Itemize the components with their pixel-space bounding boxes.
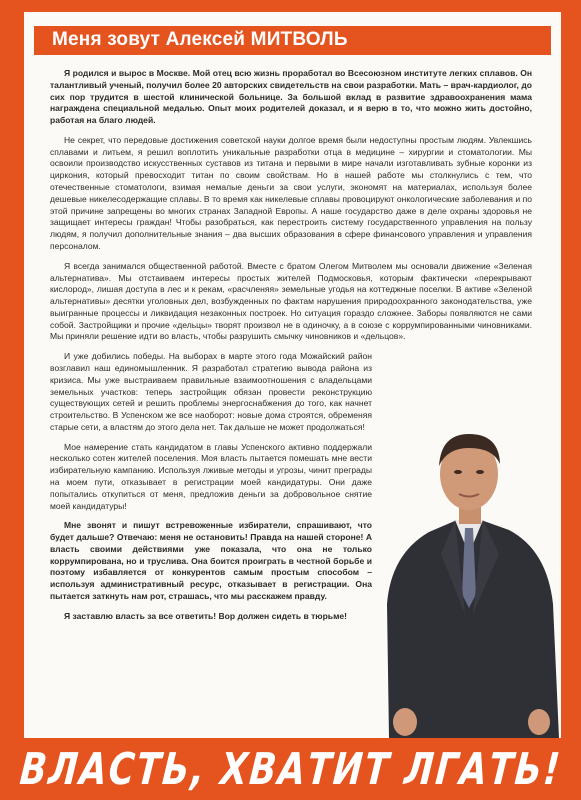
- candidate-photo: [369, 404, 561, 738]
- paragraph-voters: Мне звонят и пишут встревоженные избиратели, спрашивают, что будет дальше? Отвечаю: меня не остановить! Правда на нашей стороне! А власть своими действиями уже показала, что она не только коррумпирована, но и труслива. Она боится проиграть в честной борьбе и поэтому избавляется от конкурентов самым простым способом – используя административный ресурс, отказывает в регистрации. Она пытается заткнуть нам рот, страшась, что мы расскажем правду.: [50, 520, 372, 602]
- paragraph-victory: И уже добились победы. На выборах в марте этого года Можайский район возглавил наш единомышленник. Я разработал стратегию вывода района из кризиса. Мы уже выстраиваем правильные взаимоотношения с владельцами земельных участков: теперь застройщик обязан провести реконструкцию существующих сетей и решить проблемы энергоснабжения до того, как начнет строительство. В Успенском же все наоборот: новые дома строятся, обременяя старые сети, а властям до этого дела нет. Так дальше не может продолжаться!: [50, 351, 372, 432]
- paragraph-closing: Я заставлю власть за все ответить! Вор должен сидеть в тюрьме!: [64, 610, 347, 621]
- headline: Меня зовут Алексей МИТВОЛЬ: [34, 26, 551, 55]
- slogan-banner: [0, 740, 581, 800]
- paragraph-science: Не секрет, что передовые достижения советской науки долгое время были недоступны простым людям. Увлекшись сплавами и литьем, я решил воплотить уникальные разработки отца в медицине – хирургии и стоматологии. Мы освоили производство искусственных суставов из титана и первыми в мире начали изготавливать зубные коронки из циркония, который превосходит титан по своим свойствам. Но в нашей работе мы столкнулись с тем, что отечественные стоматологи, взимая немалые деньги за свои услуги, экономят на материалах, используя более дешевые никелесодержащие сплавы. В то время как никелевые сплавы провоцируют онкологические заболевания и по этой причине запрещены во многих странах Западной Европы. А наше государство даже в деле охраны здоровья не защищает интересы граждан! Чтобы разобраться, как перестроить систему государственного управления на пользу людям, я получил дополнительные знания – два высших образования в сфере финансового управления и управления персоналом.: [50, 134, 532, 251]
- leaflet-sheet: [24, 12, 561, 738]
- paragraph-biography: Я родился и вырос в Москве. Мой отец всю жизнь проработал во Всесоюзном институте легких сплавов. Он талантливый ученый, получил более 20 авторских свидетельств на свои разработки. Мать – врач-кардиолог, до сих пор трудится в шестой клинической больнице. За большой вклад в развитие здравоохранения мама награждена специальной медалью. Опыт моих родителей доказал, и я верю в то, что можно жить достойно, работая на благо людей.: [50, 68, 532, 126]
- paragraph-public-work: Я всегда занимался общественной работой. Вместе с братом Олегом Митволем мы основали движение «Зеленая альтернатива». Мы отстаиваем интересы простых жителей Подмосковья, которым фактически «перекрывают кислород», лишая доступа в лес и к рекам, «расчленяя» земельные угодья на коттеджные поселки. В активе «Зеленой альтернативы» десятки уголовных дел, возбужденных по фактам нарушения природоохранного законодательства, уже выигранные процессы и ликвидация незаконных построек. Но ситуация гораздо сложнее. Заборы появляются не сами собой. Застройщики и прочие «дельцы» творят произвол не в одиночку, а в союзе с коррумпированными чиновниками. Мы приняли решение идти во власть, чтобы разрушить смычку чиновников и «дельцов».: [50, 260, 532, 342]
- slogan-text: ВЛАСТЬ, ХВАТИТ ЛГАТЬ!: [17, 745, 564, 795]
- paragraph-candidacy: Мое намерение стать кандидатом в главы Успенского активно поддержали несколько сотен жителей поселения. Моя власть пытается помешать мне вести избирательную кампанию. Используя лживые методы и угрозы, чинит преграды на моем пути, отказывает в регистрации моей кандидатуры. Они даже попытались откупиться от меня, предложив деньги за добровольное снятие моей кандидатуры!: [50, 441, 372, 511]
